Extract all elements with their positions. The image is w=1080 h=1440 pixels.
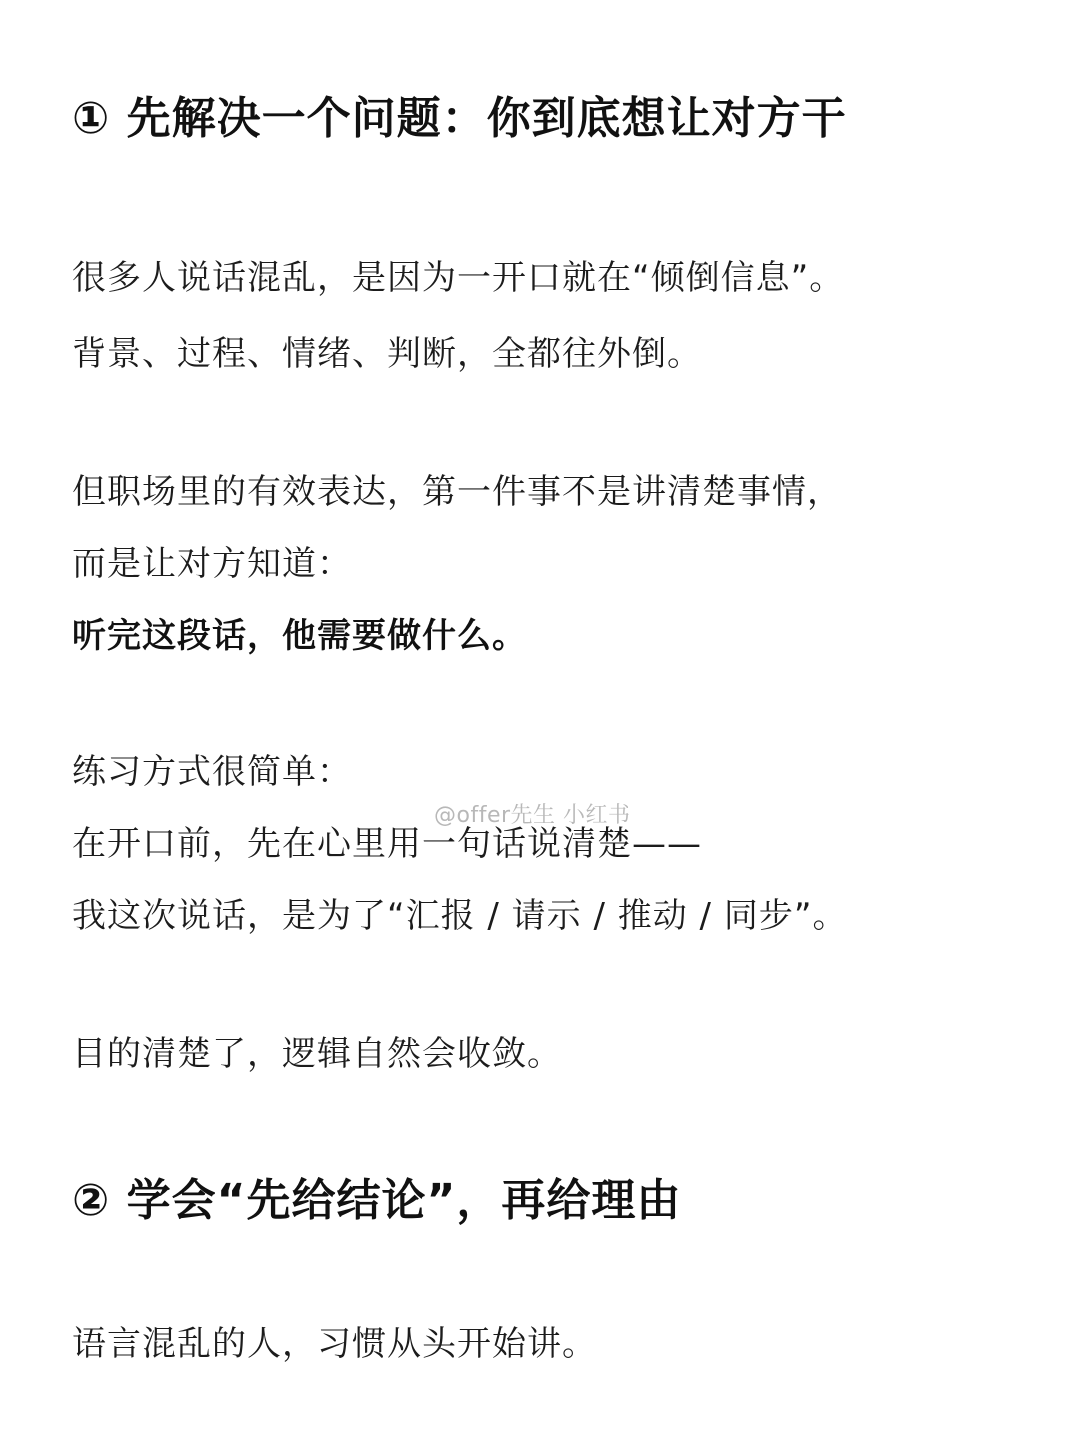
- section-2-heading: ② 学会“先给结论”，再给理由: [72, 1175, 682, 1226]
- paragraph-line: 很多人说话混乱，是因为一开口就在“倾倒信息”。: [72, 258, 845, 298]
- paragraph-line: 但职场里的有效表达，第一件事不是讲清楚事情，: [72, 472, 842, 512]
- paragraph-line: 练习方式很简单：: [72, 752, 352, 792]
- section-1-heading: ① 先解决一个问题：你到底想让对方干: [72, 93, 847, 144]
- paragraph-line: 目的清楚了，逻辑自然会收敛。: [72, 1034, 562, 1074]
- watermark: @offer先生 小红书: [434, 803, 631, 828]
- emphasis-line: 听完这段话，他需要做什么。: [72, 616, 527, 656]
- paragraph-line: 背景、过程、情绪、判断，全都往外倒。: [72, 334, 702, 374]
- paragraph-line: 而是让对方知道：: [72, 544, 352, 584]
- paragraph-line: 我这次说话，是为了“汇报 / 请示 / 推动 / 同步”。: [72, 896, 848, 936]
- paragraph-line: 在开口前，先在心里用一句话说清楚——: [72, 824, 702, 864]
- paragraph-line: 语言混乱的人，习惯从头开始讲。: [72, 1324, 597, 1364]
